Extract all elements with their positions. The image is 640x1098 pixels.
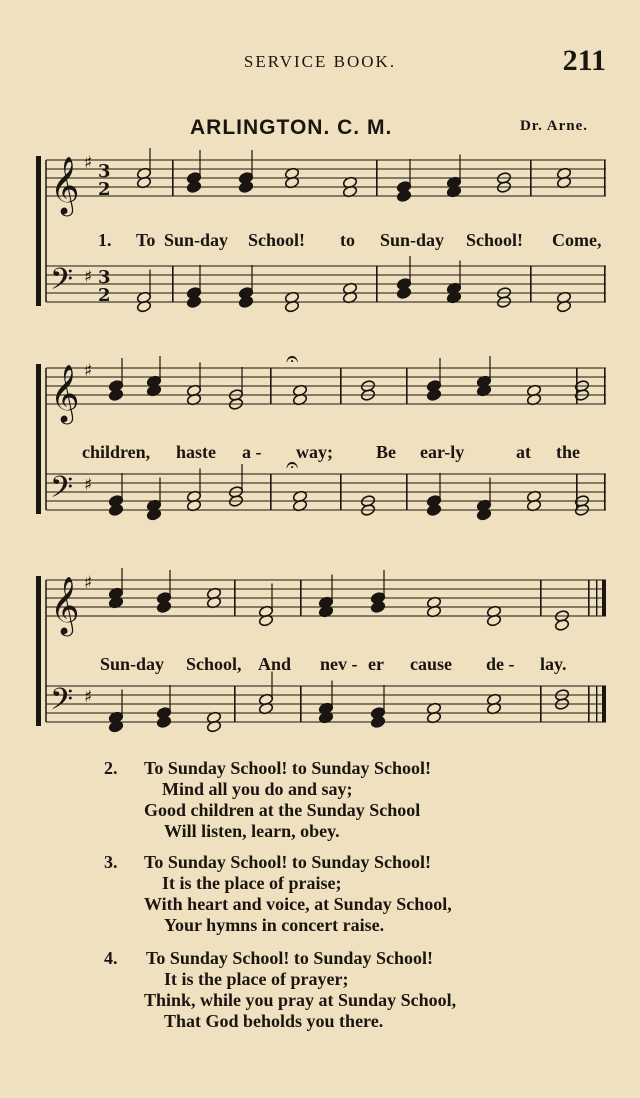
notehead bbox=[238, 181, 253, 194]
lyric-syllable: a - bbox=[242, 442, 262, 462]
barline bbox=[604, 368, 606, 404]
barline bbox=[540, 686, 542, 722]
composer-name: Dr. Arne. bbox=[519, 118, 588, 134]
barline bbox=[604, 266, 606, 302]
lyric-syllable: Come, bbox=[552, 230, 602, 250]
verse-line: That God beholds you there. bbox=[164, 1011, 384, 1031]
notehead bbox=[554, 619, 569, 632]
verse-line: Good children at the Sunday School bbox=[144, 800, 421, 820]
system-bracket bbox=[36, 576, 41, 726]
verse-number: 2. bbox=[104, 758, 118, 778]
lyric-syllable: way; bbox=[296, 442, 333, 462]
time-signature-bottom: 2 bbox=[98, 179, 111, 201]
hymn-title: ARLINGTON. C. M. bbox=[190, 116, 393, 139]
sharp-icon: ♯ bbox=[84, 361, 93, 382]
lyric-syllable: Be bbox=[376, 442, 396, 462]
fermata-icon: 𝄐 bbox=[286, 356, 299, 372]
barline bbox=[602, 686, 606, 722]
barline bbox=[300, 580, 302, 616]
verse-line: With heart and voice, at Sunday School, bbox=[144, 894, 452, 914]
notehead bbox=[108, 504, 123, 517]
barline bbox=[604, 160, 606, 196]
verse-line: Think, while you pray at Sunday School, bbox=[144, 990, 457, 1010]
system-bracket bbox=[36, 156, 41, 306]
notehead bbox=[370, 601, 385, 614]
barline bbox=[234, 580, 236, 616]
sharp-icon: ♯ bbox=[84, 687, 93, 708]
lyric-syllable: And bbox=[258, 654, 292, 674]
music-system-3 bbox=[34, 568, 608, 746]
time-signature-top: 3 bbox=[98, 267, 111, 289]
system-bracket bbox=[36, 364, 41, 514]
verse-line: Mind all you do and say; bbox=[162, 779, 353, 799]
fermata-icon: 𝄐 bbox=[286, 453, 299, 478]
verse-line: To Sunday School! to Sunday School! bbox=[144, 758, 431, 778]
barline bbox=[588, 580, 590, 616]
final-barline-thin bbox=[596, 686, 597, 722]
verse-line: To Sunday School! to Sunday School! bbox=[144, 852, 431, 872]
lyric-syllable: lay. bbox=[540, 654, 567, 674]
lyric-syllable: haste bbox=[176, 442, 216, 462]
lyric-syllable: er bbox=[368, 654, 384, 674]
final-barline-thin bbox=[596, 580, 597, 616]
lyric-syllable: 1. bbox=[98, 230, 112, 250]
page-number: 211 bbox=[562, 44, 606, 77]
lyric-syllable: Sun-day bbox=[380, 230, 445, 250]
verse-line: To Sunday School! to Sunday School! bbox=[146, 948, 433, 968]
barline bbox=[234, 686, 236, 722]
verse-number: 4. bbox=[104, 948, 118, 968]
lyric-syllable: children, bbox=[82, 442, 151, 462]
bass-clef-icon: 𝄢 bbox=[50, 263, 74, 304]
barline bbox=[300, 686, 302, 722]
barline bbox=[406, 474, 408, 510]
lyric-syllable: School! bbox=[248, 230, 306, 250]
barline bbox=[270, 368, 272, 404]
barline bbox=[270, 474, 272, 510]
lyric-syllable: Sun-day bbox=[100, 654, 165, 674]
lyric-syllable: Sun-day bbox=[164, 230, 229, 250]
barline bbox=[530, 266, 532, 302]
notehead bbox=[186, 181, 201, 194]
verse-line: It is the place of prayer; bbox=[164, 969, 349, 989]
notehead bbox=[370, 716, 385, 729]
verse-line: Your hymns in concert raise. bbox=[164, 915, 385, 935]
lyric-syllable: cause bbox=[410, 654, 452, 674]
verse-line: Will listen, learn, obey. bbox=[164, 821, 340, 841]
notehead bbox=[426, 504, 441, 517]
lyric-syllable: de - bbox=[486, 654, 515, 674]
lyric-syllable: the bbox=[556, 442, 580, 462]
sharp-icon: ♯ bbox=[84, 153, 93, 174]
music-system-1 bbox=[34, 148, 608, 326]
barline bbox=[376, 266, 378, 302]
verse-line: It is the place of praise; bbox=[162, 873, 342, 893]
notehead bbox=[156, 716, 171, 729]
barline bbox=[376, 160, 378, 196]
notehead bbox=[426, 389, 441, 402]
verse-number: 3. bbox=[104, 852, 118, 872]
running-head: SERVICE BOOK. bbox=[243, 52, 397, 71]
sharp-icon: ♯ bbox=[84, 267, 93, 288]
lyric-syllable: at bbox=[516, 442, 531, 462]
bass-clef-icon: 𝄢 bbox=[50, 683, 74, 724]
bass-clef-icon: 𝄢 bbox=[50, 471, 74, 512]
notehead bbox=[186, 296, 201, 309]
barline bbox=[530, 160, 532, 196]
barline bbox=[540, 580, 542, 616]
barline bbox=[340, 368, 342, 404]
lyric-syllable: To bbox=[136, 230, 156, 250]
lyric-syllable: to bbox=[340, 230, 355, 250]
treble-clef-icon: 𝄞 bbox=[50, 156, 80, 214]
barline bbox=[340, 474, 342, 510]
lyric-syllable: nev - bbox=[320, 654, 358, 674]
barline bbox=[172, 266, 174, 302]
notehead bbox=[238, 296, 253, 309]
notehead bbox=[396, 190, 411, 203]
treble-clef-icon: 𝄞 bbox=[50, 364, 80, 422]
lyric-syllable: ear-ly bbox=[420, 442, 465, 462]
barline bbox=[588, 686, 590, 722]
barline bbox=[604, 474, 606, 510]
notehead bbox=[396, 287, 411, 300]
treble-clef-icon: 𝄞 bbox=[50, 576, 80, 634]
time-signature-bottom: 2 bbox=[98, 285, 111, 307]
notehead bbox=[156, 601, 171, 614]
sharp-icon: ♯ bbox=[84, 475, 93, 496]
barline bbox=[406, 368, 408, 404]
barline bbox=[602, 580, 606, 616]
music-system-2 bbox=[34, 356, 608, 534]
time-signature-top: 3 bbox=[98, 161, 111, 183]
lyric-syllable: School, bbox=[186, 654, 242, 674]
lyric-syllable: School! bbox=[466, 230, 524, 250]
sharp-icon: ♯ bbox=[84, 573, 93, 594]
barline bbox=[172, 160, 174, 196]
notehead bbox=[108, 389, 123, 402]
